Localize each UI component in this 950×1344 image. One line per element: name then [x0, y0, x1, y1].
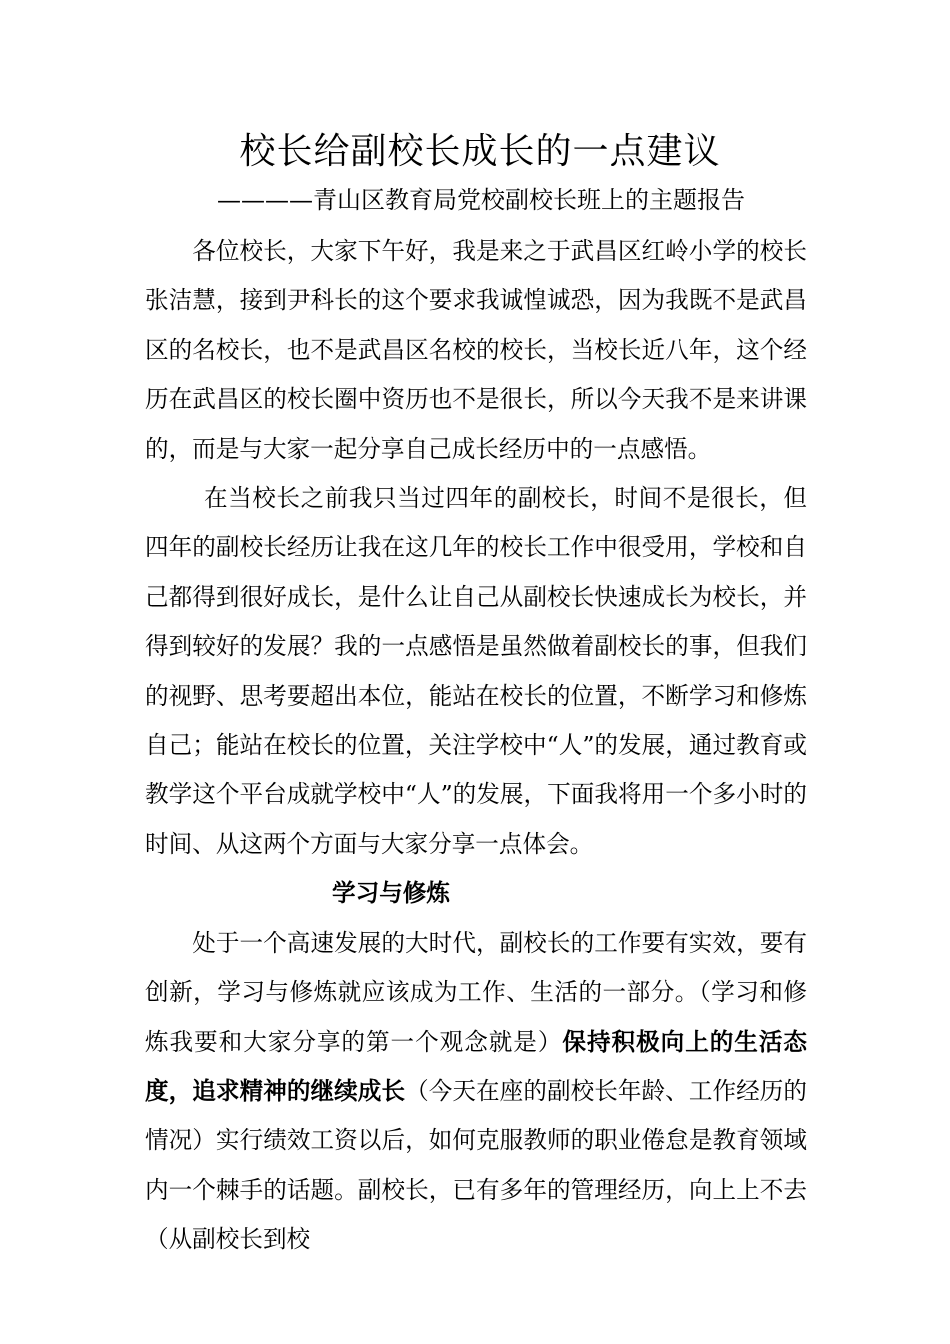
document-body	[145, 227, 807, 1265]
paragraph-greeting: 各位校长，大家下午好，我是来之于武昌区红岭小学的校长张洁慧，接到尹科长的这个要求我诚惶诚恐，因为我既不是武昌区的名校长，也不是武昌区名校的校长，当校长近八年，这个经历在武昌区的校长圈中资历也不是很长，所以今天我不是来讲课的，而是与大家一起分享自己成长经历中的一点感悟。	[145, 237, 807, 463]
paragraph-learning-emphasis: 保持积极向上的生活态度，追求精神的继续成长	[145, 1027, 808, 1105]
document-subtitle: ————青山区教育局党校副校长班上的主题报告	[217, 186, 745, 214]
section-heading-learning: 学习与修炼	[332, 879, 450, 908]
paragraph-learning-intro: 处于一个高速发展的大时代，副校长的工作要有实效，要有创新，学习与修炼就应该成为工作、生活的一部分。（学习和修炼我要和大家分享的第一个观念就是）	[145, 928, 807, 1056]
paragraph-experience: 在当校长之前我只当过四年的副校长，时间不是很长，但四年的副校长经历让我在这几年的校长工作中很受用，学校和自己都得到很好成长，是什么让自己从副校长快速成长为校长，并得到较好的发展？我的一点感悟是虽然做着副校长的事，但我们的视野、思考要超出本位，能站在校长的位置，不断学习和修炼自己；能站在校长的位置，关注学校中“人”的发展，通过教育或教学这个平台成就学校中“人”的发展，下面我将用一个多小时的时间、从这两个方面与大家分享一点体会。	[145, 484, 807, 858]
paragraph-learning-continued: （今天在座的副校长年龄、工作经历的情况）实行绩效工资以后，如何克服教师的职业倦怠是教育领域内一个棘手的话题。副校长，已有多年的管理经历，向上上不去（从副校长到校	[145, 1076, 808, 1254]
document-title: 校长给副校长成长的一点建议	[239, 131, 721, 172]
paragraph-learning	[145, 919, 807, 1265]
